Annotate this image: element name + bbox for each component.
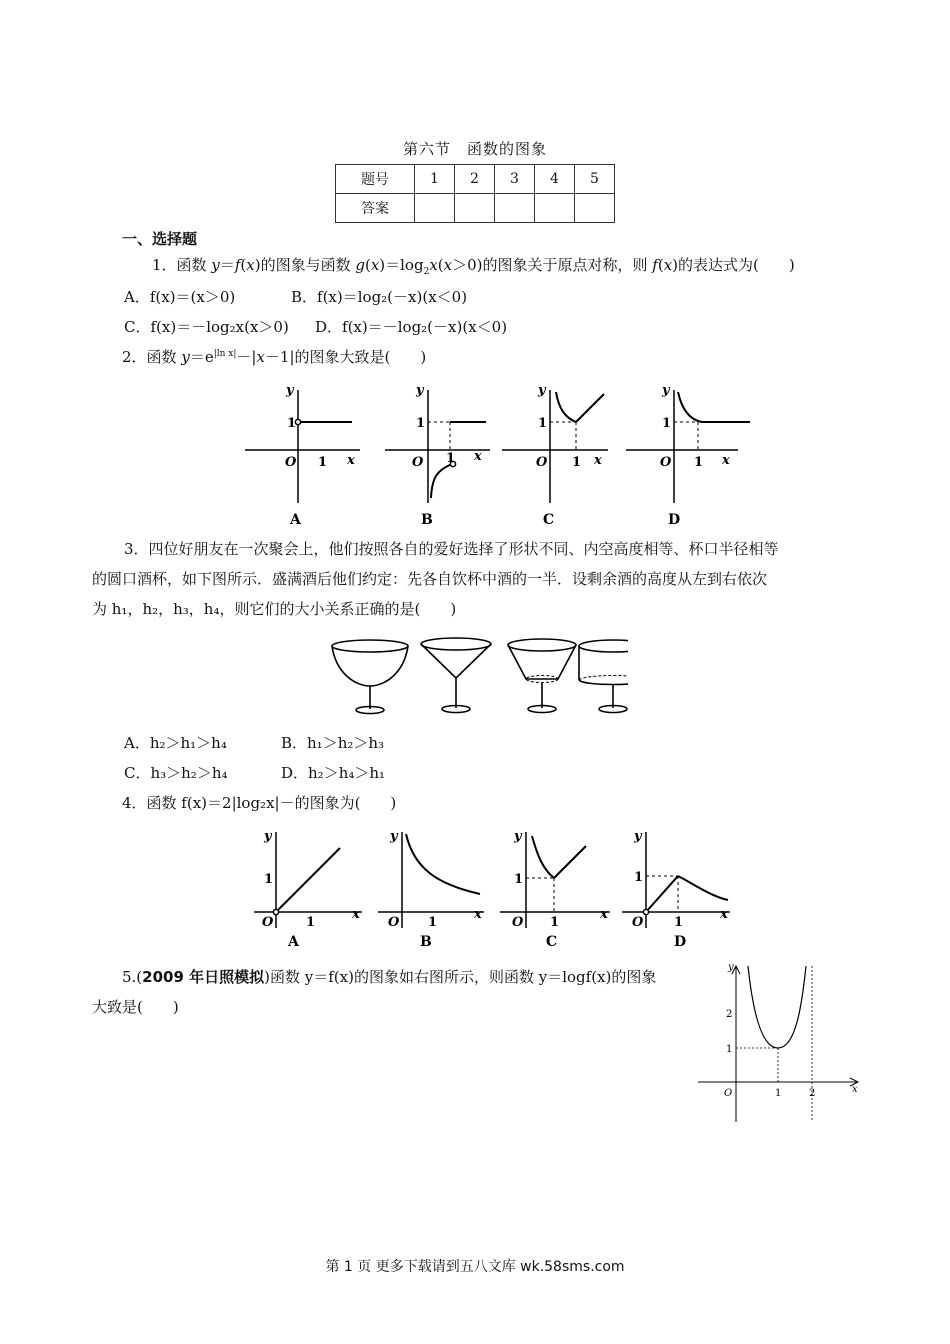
svg-text:O: O (388, 915, 400, 930)
svg-text:D: D (668, 512, 681, 528)
svg-text:y: y (634, 829, 642, 844)
svg-text:x: x (594, 453, 602, 468)
cup-3 (508, 639, 576, 713)
svg-text:x: x (474, 449, 482, 464)
answer-cell[interactable] (455, 194, 495, 223)
option-c[interactable]: C．f(x)＝－log₂x(x＞0) (124, 318, 289, 336)
svg-text:2: 2 (726, 1009, 733, 1020)
q2-graph-d (626, 390, 750, 503)
svg-text:y: y (728, 962, 734, 973)
svg-text:1: 1 (674, 915, 684, 930)
svg-text:B: B (421, 512, 433, 528)
q2-graph-c (502, 390, 608, 503)
svg-text:O: O (724, 1088, 733, 1099)
page-footer[interactable]: 第 1 页 更多下载请到五八文库 wk.58sms.com (325, 1259, 625, 1275)
option-d[interactable]: D．h₂＞h₄＞h₁ (281, 764, 386, 782)
svg-text:1: 1 (446, 451, 456, 466)
table-cell-number: 1 (415, 165, 455, 194)
table-cell-number: 5 (575, 165, 615, 194)
option-a[interactable]: A．f(x)＝(x＞0) (124, 288, 236, 306)
q4-graphs (250, 826, 750, 952)
svg-text:x: x (722, 453, 730, 468)
cup-4 (579, 640, 628, 713)
q5-graph (690, 958, 870, 1128)
question-2: 2．函数 $y=e^{|ln x|}-|x-1|$的图象大致是( ) (122, 348, 427, 366)
table-cell-number: 4 (535, 165, 575, 194)
question-3-line3: 为 h₁，h₂，h₃，h₄，则它们的大小关系正确的是( ) (92, 600, 457, 618)
table-cell-number: 3 (495, 165, 535, 194)
svg-text:O: O (660, 455, 672, 470)
answer-cell[interactable] (575, 194, 615, 223)
svg-text:B: B (420, 934, 432, 950)
option-c[interactable]: C．h₃＞h₂＞h₄ (124, 764, 228, 782)
q2-graphs (240, 378, 760, 528)
question-5: 5.(2009 年日照模拟)函数 y＝f(x)的图象如右图所示，则函数 y＝logf(x)的图象 (122, 968, 657, 986)
answer-cell[interactable] (415, 194, 455, 223)
table-header-answer: 答案 (336, 194, 415, 223)
svg-text:x: x (347, 453, 355, 468)
svg-text:x: x (600, 907, 608, 922)
q4-graph-b (378, 832, 484, 928)
svg-text:O: O (412, 455, 424, 470)
option-d[interactable]: D．f(x)＝－log₂(－x)(x＜0) (315, 318, 508, 336)
svg-text:1: 1 (306, 915, 316, 930)
svg-text:1: 1 (694, 455, 704, 470)
cup-1 (332, 640, 408, 714)
svg-text:x: x (720, 907, 728, 922)
svg-text:y: y (264, 829, 272, 844)
question-3-line2: 的圆口酒杯，如下图所示．盛满酒后他们约定：先各自饮杯中酒的一半．设剩余酒的高度从左到右依次 (92, 570, 768, 588)
svg-text:O: O (285, 455, 297, 470)
answer-cell[interactable] (535, 194, 575, 223)
svg-text:D: D (674, 934, 687, 950)
svg-text:1: 1 (514, 872, 524, 887)
svg-text:1: 1 (572, 455, 582, 470)
table-row (336, 194, 615, 223)
svg-text:C: C (546, 934, 558, 950)
answer-cell[interactable] (495, 194, 535, 223)
svg-text:1: 1 (634, 870, 644, 885)
svg-text:O: O (512, 915, 524, 930)
question-5-line2: 大致是( ) (92, 998, 179, 1016)
svg-text:1: 1 (287, 416, 297, 431)
svg-text:y: y (390, 829, 398, 844)
svg-text:y: y (538, 383, 546, 398)
option-b[interactable]: B．f(x)＝log₂(－x)(x＜0) (291, 288, 468, 306)
question-3-line1: 3．四位好朋友在一次聚会上，他们按照各自的爱好选择了形状不同、内空高度相等、杯口半径相等 (124, 540, 779, 558)
svg-text:y: y (286, 383, 294, 398)
svg-text:A: A (288, 934, 299, 950)
svg-text:O: O (262, 915, 274, 930)
svg-text:y: y (514, 829, 522, 844)
page-title: 第六节 函数的图象 (402, 140, 547, 158)
svg-text:1: 1 (318, 455, 328, 470)
section-heading: 一、选择题 (122, 230, 198, 248)
svg-text:1: 1 (550, 915, 560, 930)
answer-table (335, 164, 615, 223)
svg-text:1: 1 (538, 416, 548, 431)
question-4: 4．函数 f(x)＝2|log₂x|－的图象为( ) (122, 794, 397, 812)
svg-text:x: x (352, 907, 360, 922)
svg-text:1: 1 (726, 1044, 733, 1055)
svg-text:1: 1 (428, 915, 438, 930)
svg-text:1: 1 (775, 1088, 782, 1099)
table-cell-number: 2 (455, 165, 495, 194)
question-1: 1．函数 y＝f(x)的图象与函数 $g(x)=\log_2x(x>0)$的图象关于原点对称，则 f(x)的表达式为( ) (152, 256, 795, 277)
svg-text:C: C (543, 512, 555, 528)
svg-text:1: 1 (264, 872, 274, 887)
svg-text:x: x (474, 907, 482, 922)
svg-text:1: 1 (416, 416, 426, 431)
q2-graph-a (245, 390, 360, 503)
option-b[interactable]: B．h₁＞h₂＞h₃ (281, 734, 385, 752)
table-row (336, 165, 615, 194)
svg-text:y: y (416, 383, 424, 398)
svg-text:x: x (852, 1084, 858, 1095)
svg-text:A: A (290, 512, 301, 528)
table-header-question: 题号 (336, 165, 415, 194)
q2-graph-b (385, 390, 490, 503)
svg-text:O: O (632, 915, 644, 930)
cup-2 (421, 638, 491, 713)
svg-text:1: 1 (662, 416, 672, 431)
svg-text:y: y (662, 383, 670, 398)
wine-cups-figure (328, 632, 628, 720)
svg-text:2: 2 (809, 1088, 816, 1099)
svg-text:O: O (536, 455, 548, 470)
option-a[interactable]: A．h₂＞h₁＞h₄ (124, 734, 227, 752)
